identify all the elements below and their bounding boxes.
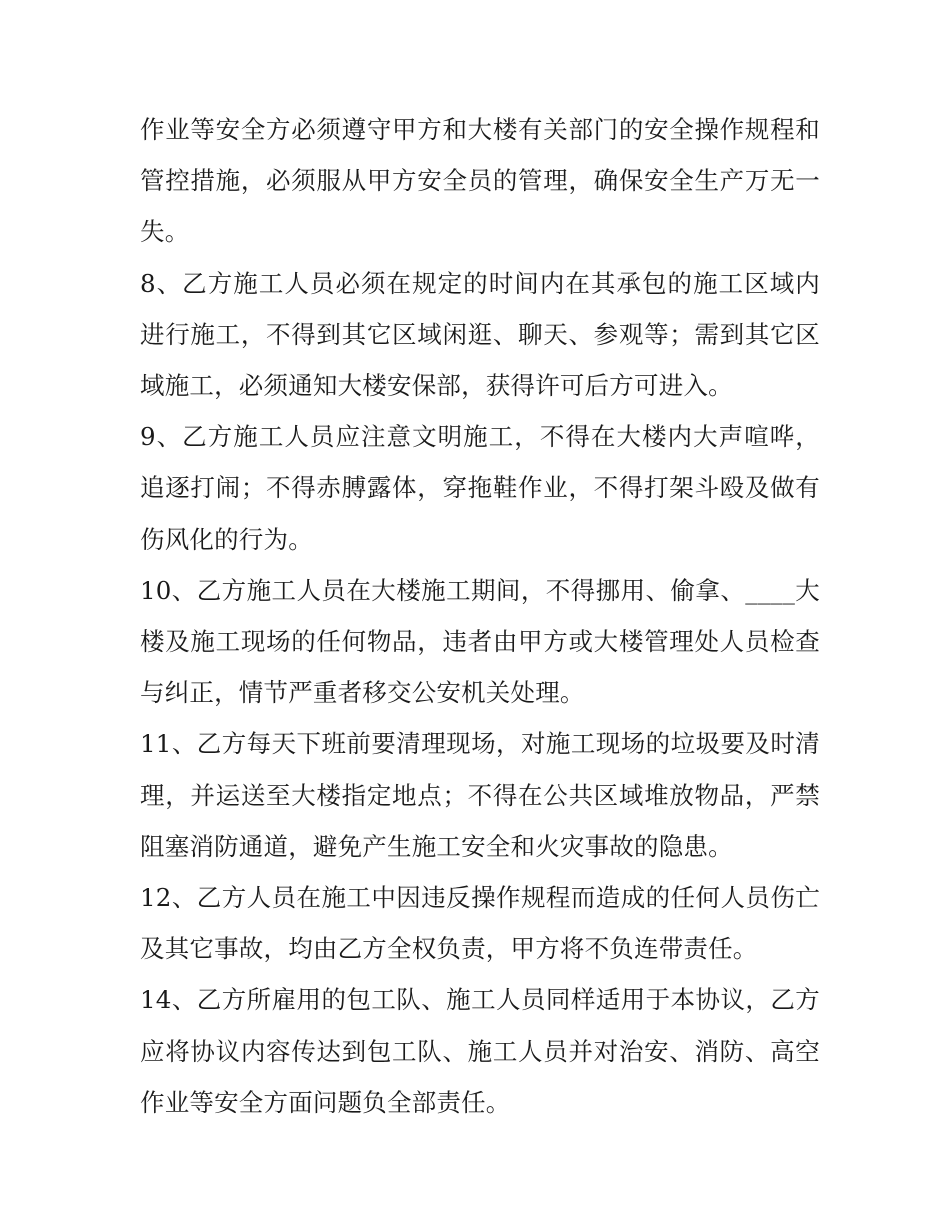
paragraph-item-8: 8、乙方施工人员必须在规定的时间内在其承包的施工区域内进行施工，不得到其它区域闲逛、聊天、参观等；需到其它区域施工，必须通知大楼安保部，获得许可后方可进入。: [140, 268, 820, 401]
paragraph-item-9: 9、乙方施工人员应注意文明施工，不得在大楼内大声喧哗，追逐打闹；不得赤膊露体，穿拖鞋作业，不得打架斗殴及做有伤风化的行为。: [140, 422, 820, 554]
paragraph-item-11: 11、乙方每天下班前要清理现场，对施工现场的垃圾要及时清理，并运送至大楼指定地点；不得在公共区域堆放物品，严禁阻塞消防通道，避免产生施工安全和火灾事故的隐患。: [140, 729, 820, 861]
paragraph-continuation: 作业等安全方必须遵守甲方和大楼有关部门的安全操作规程和管控措施，必须服从甲方安全员的管理，确保安全生产万无一失。: [140, 115, 820, 247]
paragraph-item-10: 10、乙方施工人员在大楼施工期间，不得挪用、偷拿、____大楼及施工现场的任何物品，违者由甲方或大楼管理处人员检查与纠正，情节严重者移交公安机关处理。: [140, 575, 820, 708]
document-body: [140, 104, 820, 1128]
paragraph-item-14: 14、乙方所雇用的包工队、施工人员同样适用于本协议，乙方应将协议内容传达到包工队、施工人员并对治安、消防、高空作业等安全方面问题负全部责任。: [140, 985, 820, 1117]
paragraph-item-12: 12、乙方人员在施工中因违反操作规程而造成的任何人员伤亡及其它事故，均由乙方全权负责，甲方将不负连带责任。: [140, 883, 820, 964]
